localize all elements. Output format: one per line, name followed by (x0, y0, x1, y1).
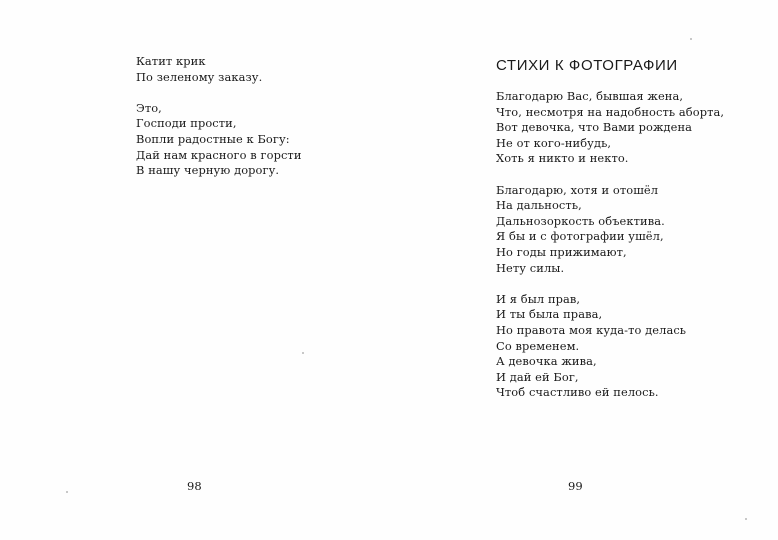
right-poem (496, 89, 724, 401)
poem-line: А девочка жива, (496, 354, 597, 369)
poem-line: Благодарю, хотя и отошёл (496, 182, 659, 197)
stanza-break (496, 167, 724, 183)
left-poem (136, 54, 302, 179)
poem-line: Что, несмотря на надобность аборта, (496, 104, 725, 119)
poem-line: Благодарю Вас, бывшая жена, (496, 89, 684, 103)
poem-line: Это, (136, 100, 162, 115)
poem-line: Но годы прижимают, (496, 244, 627, 259)
poem-line: Нету силы. (496, 260, 565, 275)
page-number-left: 98 (187, 479, 202, 493)
paper-speck (690, 38, 692, 40)
poem-line: И дай ей Бог, (496, 369, 579, 384)
poem-line: Хоть я никто и некто. (496, 151, 629, 166)
poem-line: Дальнозоркость объектива. (496, 213, 665, 228)
poem-line: Со временем. (496, 338, 580, 353)
poem-line: Дай нам красного в горсти (136, 147, 302, 162)
poem-line: Вот девочка, что Вами рождена (496, 120, 693, 135)
poem-line: По зеленому заказу. (136, 69, 263, 84)
poem-line: На дальность, (496, 198, 582, 213)
poem-line: В нашу черную дорогу. (136, 163, 280, 178)
stanza-break (496, 276, 724, 292)
paper-speck (745, 518, 747, 520)
stanza-break (136, 85, 302, 101)
poem-line: Господи прости, (136, 116, 237, 131)
poem-line: Но правота моя куда-то делась (496, 322, 687, 337)
poem-line: И я был прав, (496, 291, 581, 306)
paper-speck (302, 352, 304, 354)
poem-line: И ты была права, (496, 307, 603, 322)
poem-line: Я бы и с фотографии ушёл, (496, 229, 664, 244)
poem-line: Катит крик (136, 54, 206, 68)
paper-speck (66, 491, 68, 493)
page-number-right: 99 (568, 479, 583, 493)
poem-line: Чтоб счастливо ей пелось. (496, 385, 659, 400)
poem-title: СТИХИ К ФОТОГРАФИИ (496, 57, 678, 74)
poem-line: Вопли радостные к Богу: (136, 131, 290, 146)
poem-line: Не от кого-нибудь, (496, 135, 612, 150)
right-page (389, 0, 778, 540)
